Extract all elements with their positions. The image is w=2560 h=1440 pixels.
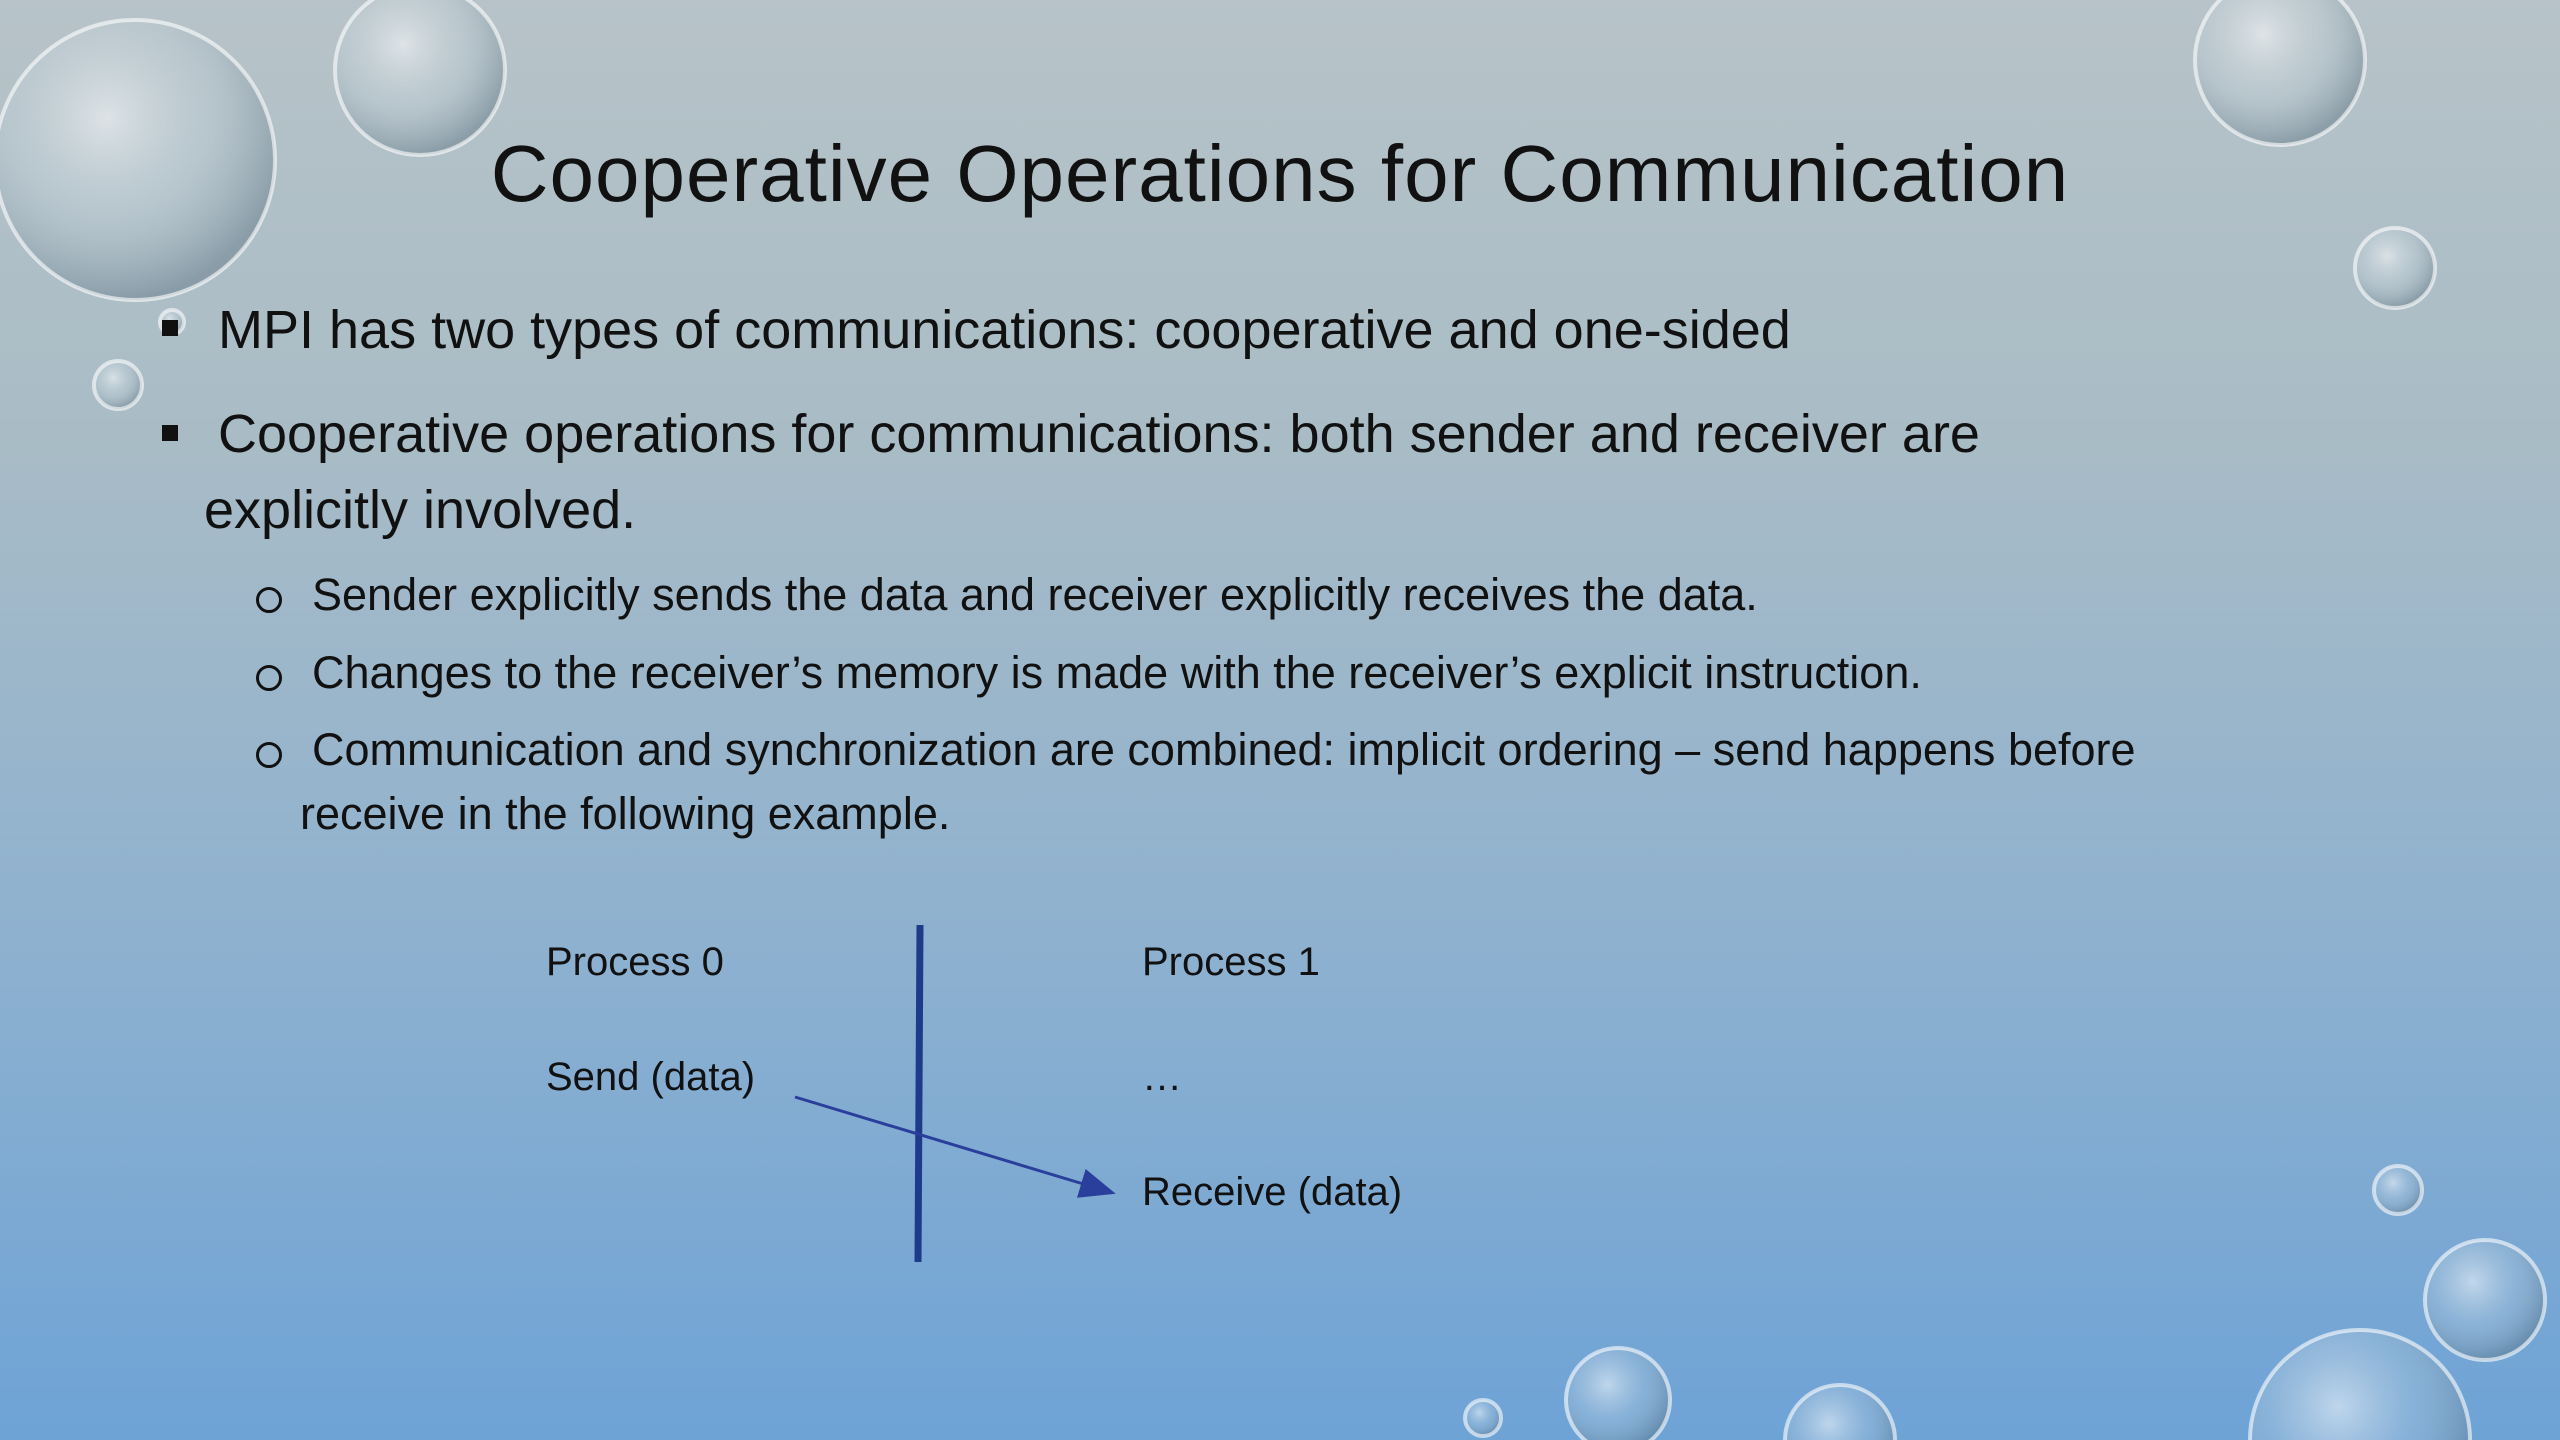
sub-bullet-text: Sender explicitly sends the data and receiver explicitly receives the data. xyxy=(312,569,1758,620)
bullet-text: MPI has two types of communications: cooperative and one-sided xyxy=(218,300,1791,360)
slide-title: Cooperative Operations for Communication xyxy=(490,129,2070,218)
process0-label: Process 0 xyxy=(546,940,724,984)
bullet-text: Cooperative operations for communications: both sender and receiver are explicitly involved. xyxy=(204,404,1980,540)
message-arrow xyxy=(795,1097,1110,1192)
send-label: Send (data) xyxy=(546,1055,756,1099)
ellipsis-label: … xyxy=(1142,1055,1182,1099)
process1-label: Process 1 xyxy=(1142,940,1320,984)
sub-bullet-text: Communication and synchronization are combined: implicit ordering – send happens before receive in the following example. xyxy=(300,724,2136,839)
sub-bullet-text: Changes to the receiver’s memory is made with the receiver’s explicit instruction. xyxy=(312,647,1922,698)
process-divider-line xyxy=(918,925,920,1262)
receive-label: Receive (data) xyxy=(1142,1170,1403,1214)
